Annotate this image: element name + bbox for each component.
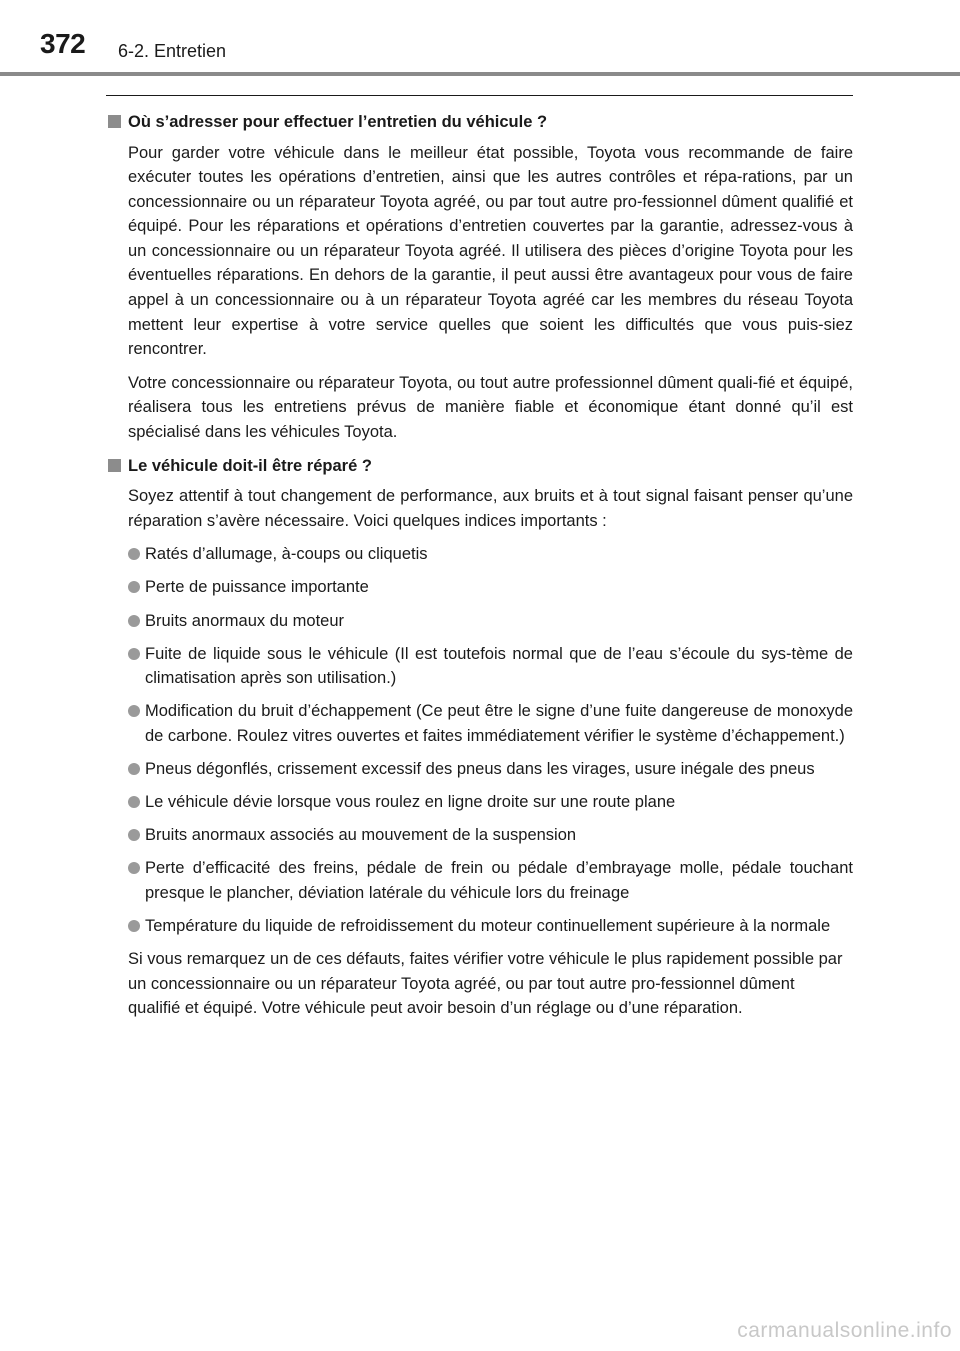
list-item [106, 699, 853, 748]
list-item [106, 790, 853, 815]
list-item [106, 542, 853, 567]
section-heading-repair [106, 454, 853, 479]
closing-paragraph: Si vous remarquez un de ces défauts, faites vérifier votre véhicule le plus rapidement possible par un concessionnaire ou un réparateur Toyota agréé, ou par tout autre pro-fessionnel dûment qualifié et équipé. Votre véhicule peut avoir besoin d’un réglage ou d’une réparation. [128, 950, 843, 1018]
circle-bullet-icon [128, 796, 140, 808]
circle-bullet-icon [128, 920, 140, 932]
circle-bullet-icon [128, 615, 140, 627]
section-heading-text: Le véhicule doit-il être réparé ? [128, 456, 372, 475]
page-header [0, 0, 960, 80]
paragraph: Soyez attentif à tout changement de performance, aux bruits et à tout signal faisant penser qu’une réparation s’avère nécessaire. Voici quelques indices importants : [128, 487, 853, 530]
list-item-text: Le véhicule dévie lorsque vous roulez en ligne droite sur une route plane [145, 793, 676, 812]
page-content [106, 110, 853, 1021]
square-bullet-icon [108, 115, 121, 128]
paragraph: Votre concessionnaire ou réparateur Toyota, ou tout autre professionnel dûment quali-fié et équipé, réalisera tous les entretiens prévus de manière fiable et économique étant donné qu’il est spécialisé dans les véhicules Toyota. [128, 373, 853, 442]
circle-bullet-icon [128, 581, 140, 593]
list-item-text: Perte de puissance importante [145, 578, 369, 597]
section-heading-text: Où s’adresser pour effectuer l’entretien du véhicule ? [128, 113, 548, 131]
list-item-text: Température du liquide de refroidissement du moteur continuellement supérieure à la normale [145, 916, 831, 935]
list-item-text: Fuite de liquide sous le véhicule (Il est toutefois normal que de l’eau s’écoule du sys-tème de climatisation après son utilisation.) [145, 644, 853, 688]
circle-bullet-icon [128, 548, 140, 560]
list-item-text: Bruits anormaux associés au mouvement de la suspension [145, 826, 577, 845]
list-item [106, 757, 853, 782]
header-rule [0, 72, 960, 76]
watermark-text[interactable]: carmanualsonline.info [737, 1319, 952, 1342]
list-item-text: Modification du bruit d’échappement (Ce peut être le signe d’une fuite dangereuse de monoxyde de carbone. Roulez vitres ouvertes et faites immédiatement vérifier le système d’échappement.) [145, 702, 853, 745]
symptom-list [106, 542, 853, 938]
section-label: 6-2. Entretien [118, 41, 227, 61]
section-heading-maintenance [106, 110, 853, 135]
content-top-rule [106, 95, 853, 96]
list-item [106, 914, 853, 939]
list-item [106, 856, 853, 905]
list-item-text: Bruits anormaux du moteur [145, 611, 345, 630]
list-item [106, 642, 853, 691]
list-item [106, 823, 853, 848]
list-item-text: Perte d’efficacité des freins, pédale de frein ou pédale d’embrayage molle, pédale touchant presque le plancher, déviation latérale du véhicule lors du freinage [145, 859, 853, 902]
circle-bullet-icon [128, 648, 140, 660]
list-item-text: Pneus dégonflés, crissement excessif des pneus dans les virages, usure inégale des pneus [145, 759, 815, 778]
list-item [106, 609, 853, 634]
circle-bullet-icon [128, 705, 140, 717]
page-number: 372 [40, 28, 86, 59]
circle-bullet-icon [128, 829, 140, 841]
circle-bullet-icon [128, 763, 140, 775]
square-bullet-icon [108, 459, 121, 472]
list-item-text: Ratés d’allumage, à-coups ou cliquetis [145, 545, 428, 564]
paragraph: Pour garder votre véhicule dans le meilleur état possible, Toyota vous recommande de faire exécuter toutes les opérations d’entretien, ainsi que les autres contrôles et répa-rations, par un concessionnaire ou un réparateur Toyota agréé, ou par tout autre pro-fessionnel dûment qualifié et équipé. Pour les réparations et opérations d’entretien couvertes par la garantie, adressez-vous à un concessionnaire ou un réparateur Toyota agréé. Il utilisera des pièces d’origine Toyota pour les éventuelles réparations. En dehors de la garantie, il peut aussi être avantageux pour vous de faire appel à un concessionnaire ou à un réparateur Toyota agréé car les membres du réseau Toyota mettent leur expertise à votre service quelles que soient les difficultés que vous puis-siez rencontrer. [128, 143, 853, 359]
list-item [106, 575, 853, 600]
circle-bullet-icon [128, 862, 140, 874]
